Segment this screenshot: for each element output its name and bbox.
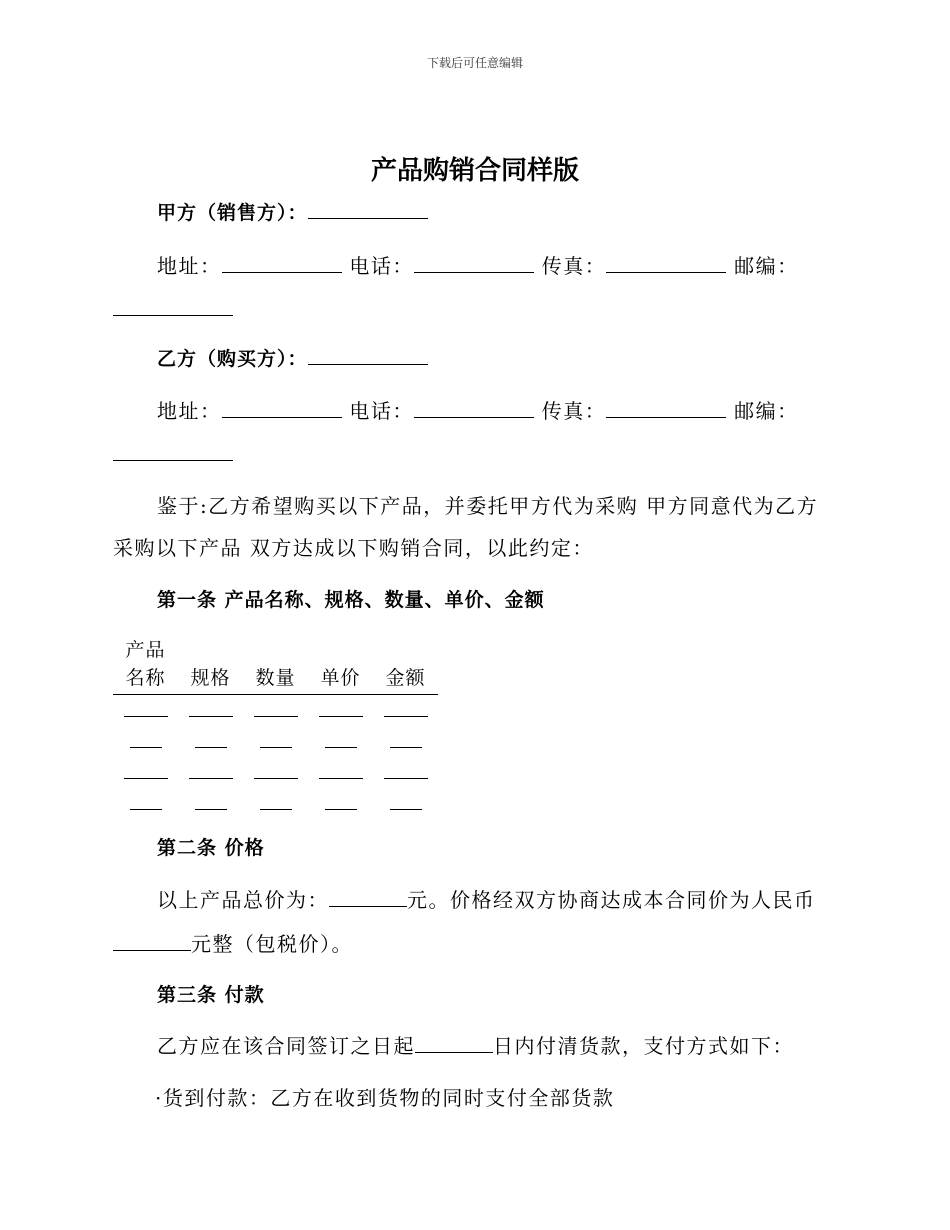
party-b-fax-label: 传真： xyxy=(541,399,607,423)
blank-line xyxy=(384,764,428,779)
table-row xyxy=(113,726,438,757)
party-b-phone-label: 电话： xyxy=(349,399,414,423)
party-a-postcode-label: 邮编： xyxy=(734,254,799,278)
table-cell[interactable] xyxy=(178,757,243,788)
party-b-postcode-label: 邮编： xyxy=(734,399,799,423)
party-a-heading xyxy=(157,198,428,225)
preamble-line-1: 鉴于:乙方希望购买以下产品，并委托甲方代为采购 甲方同意代为乙方 xyxy=(157,494,819,518)
blank-line xyxy=(130,733,162,748)
party-b-postcode-line xyxy=(113,440,233,466)
table-cell[interactable] xyxy=(373,757,438,788)
table-row xyxy=(113,757,438,788)
table-cell[interactable] xyxy=(243,757,308,788)
blank-line xyxy=(189,702,233,717)
blank-line xyxy=(325,733,357,748)
party-b-contact-line xyxy=(157,395,799,424)
table-cell[interactable] xyxy=(373,726,438,757)
col-amount-label: 金额 xyxy=(385,667,426,689)
blank-line xyxy=(189,764,233,779)
party-a-name-blank[interactable] xyxy=(308,198,428,219)
table-cell[interactable] xyxy=(373,788,438,819)
blank-line xyxy=(195,733,227,748)
table-cell[interactable] xyxy=(308,726,373,757)
blank-line xyxy=(260,795,292,810)
table-cell[interactable] xyxy=(243,788,308,819)
article-3-line-1 xyxy=(157,1030,794,1059)
blank-line xyxy=(130,795,162,810)
blank-line xyxy=(390,795,422,810)
blank-line xyxy=(319,764,363,779)
party-b-fax-blank[interactable] xyxy=(606,397,726,418)
payment-days-blank[interactable] xyxy=(415,1032,493,1053)
party-a-postcode-line xyxy=(113,295,233,321)
table-cell[interactable] xyxy=(113,757,178,788)
col-quantity-label: 数量 xyxy=(255,667,296,689)
table-cell[interactable] xyxy=(243,695,308,727)
table-cell[interactable] xyxy=(178,695,243,727)
table-row xyxy=(113,695,438,727)
party-a-phone-blank[interactable] xyxy=(414,252,534,273)
table-cell[interactable] xyxy=(308,788,373,819)
payment-method-item: ·货到付款：乙方在收到货物的同时支付全部货款 xyxy=(155,1086,615,1110)
party-a-phone-label: 电话： xyxy=(349,254,414,278)
product-table xyxy=(113,636,438,819)
col-quantity xyxy=(243,636,308,695)
party-a-label: 甲方（销售方）： xyxy=(157,202,308,224)
blank-line xyxy=(390,733,422,748)
table-cell[interactable] xyxy=(113,695,178,727)
article-1-heading: 第一条 产品名称、规格、数量、单价、金额 xyxy=(157,589,545,611)
rmb-amount-suffix: 元整（包税价）。 xyxy=(191,932,353,956)
party-a-fax-blank[interactable] xyxy=(606,252,726,273)
rmb-amount-blank[interactable] xyxy=(113,930,191,951)
table-cell[interactable] xyxy=(243,726,308,757)
col-product-name xyxy=(113,636,178,695)
party-b-postcode-blank[interactable] xyxy=(113,440,233,461)
party-a-address-blank[interactable] xyxy=(222,252,342,273)
col-product-name-label: 产品 名称 xyxy=(125,639,166,689)
table-cell[interactable] xyxy=(308,695,373,727)
party-b-label: 乙方（购买方）： xyxy=(157,348,308,370)
party-b-phone-blank[interactable] xyxy=(414,397,534,418)
total-price-blank[interactable] xyxy=(329,886,407,907)
blank-line xyxy=(384,702,428,717)
page-header: 下载后可任意编辑 xyxy=(426,56,523,70)
party-a-address-label: 地址： xyxy=(157,254,222,278)
product-table-header-row xyxy=(113,636,438,695)
blank-line xyxy=(124,702,168,717)
blank-line xyxy=(319,702,363,717)
table-cell[interactable] xyxy=(178,726,243,757)
table-row xyxy=(113,788,438,819)
total-price-label: 以上产品总价为： xyxy=(157,888,329,912)
document-title: 产品购销合同样版 xyxy=(370,156,579,186)
party-a-postcode-blank[interactable] xyxy=(113,295,233,316)
blank-line xyxy=(325,795,357,810)
party-b-name-blank[interactable] xyxy=(308,344,428,365)
table-cell[interactable] xyxy=(113,726,178,757)
preamble-line-2: 采购以下产品 双方达成以下购销合同，以此约定： xyxy=(113,536,594,560)
party-b-address-blank[interactable] xyxy=(222,397,342,418)
col-spec-label: 规格 xyxy=(190,667,231,689)
col-spec xyxy=(178,636,243,695)
blank-line xyxy=(124,764,168,779)
party-a-fax-label: 传真： xyxy=(541,254,607,278)
party-b-address-label: 地址： xyxy=(157,399,222,423)
article-2-heading: 第二条 价格 xyxy=(157,837,265,859)
table-cell[interactable] xyxy=(373,695,438,727)
party-a-contact-line xyxy=(157,250,799,279)
total-price-suffix: 元。价格经双方协商达成本合同价为人民币 xyxy=(407,888,816,912)
table-cell[interactable] xyxy=(178,788,243,819)
blank-line xyxy=(260,733,292,748)
col-amount xyxy=(373,636,438,695)
party-b-heading xyxy=(157,344,428,371)
table-cell[interactable] xyxy=(308,757,373,788)
payment-days-label: 乙方应在该合同签订之日起 xyxy=(157,1034,415,1058)
article-2-line-1 xyxy=(157,884,816,913)
col-unit-price-label: 单价 xyxy=(320,667,361,689)
blank-line xyxy=(254,702,298,717)
blank-line xyxy=(254,764,298,779)
table-cell[interactable] xyxy=(113,788,178,819)
article-3-heading: 第三条 付款 xyxy=(157,984,265,1006)
col-unit-price xyxy=(308,636,373,695)
article-2-line-2 xyxy=(113,928,353,957)
payment-days-suffix: 日内付清货款，支付方式如下： xyxy=(493,1034,794,1058)
blank-line xyxy=(195,795,227,810)
